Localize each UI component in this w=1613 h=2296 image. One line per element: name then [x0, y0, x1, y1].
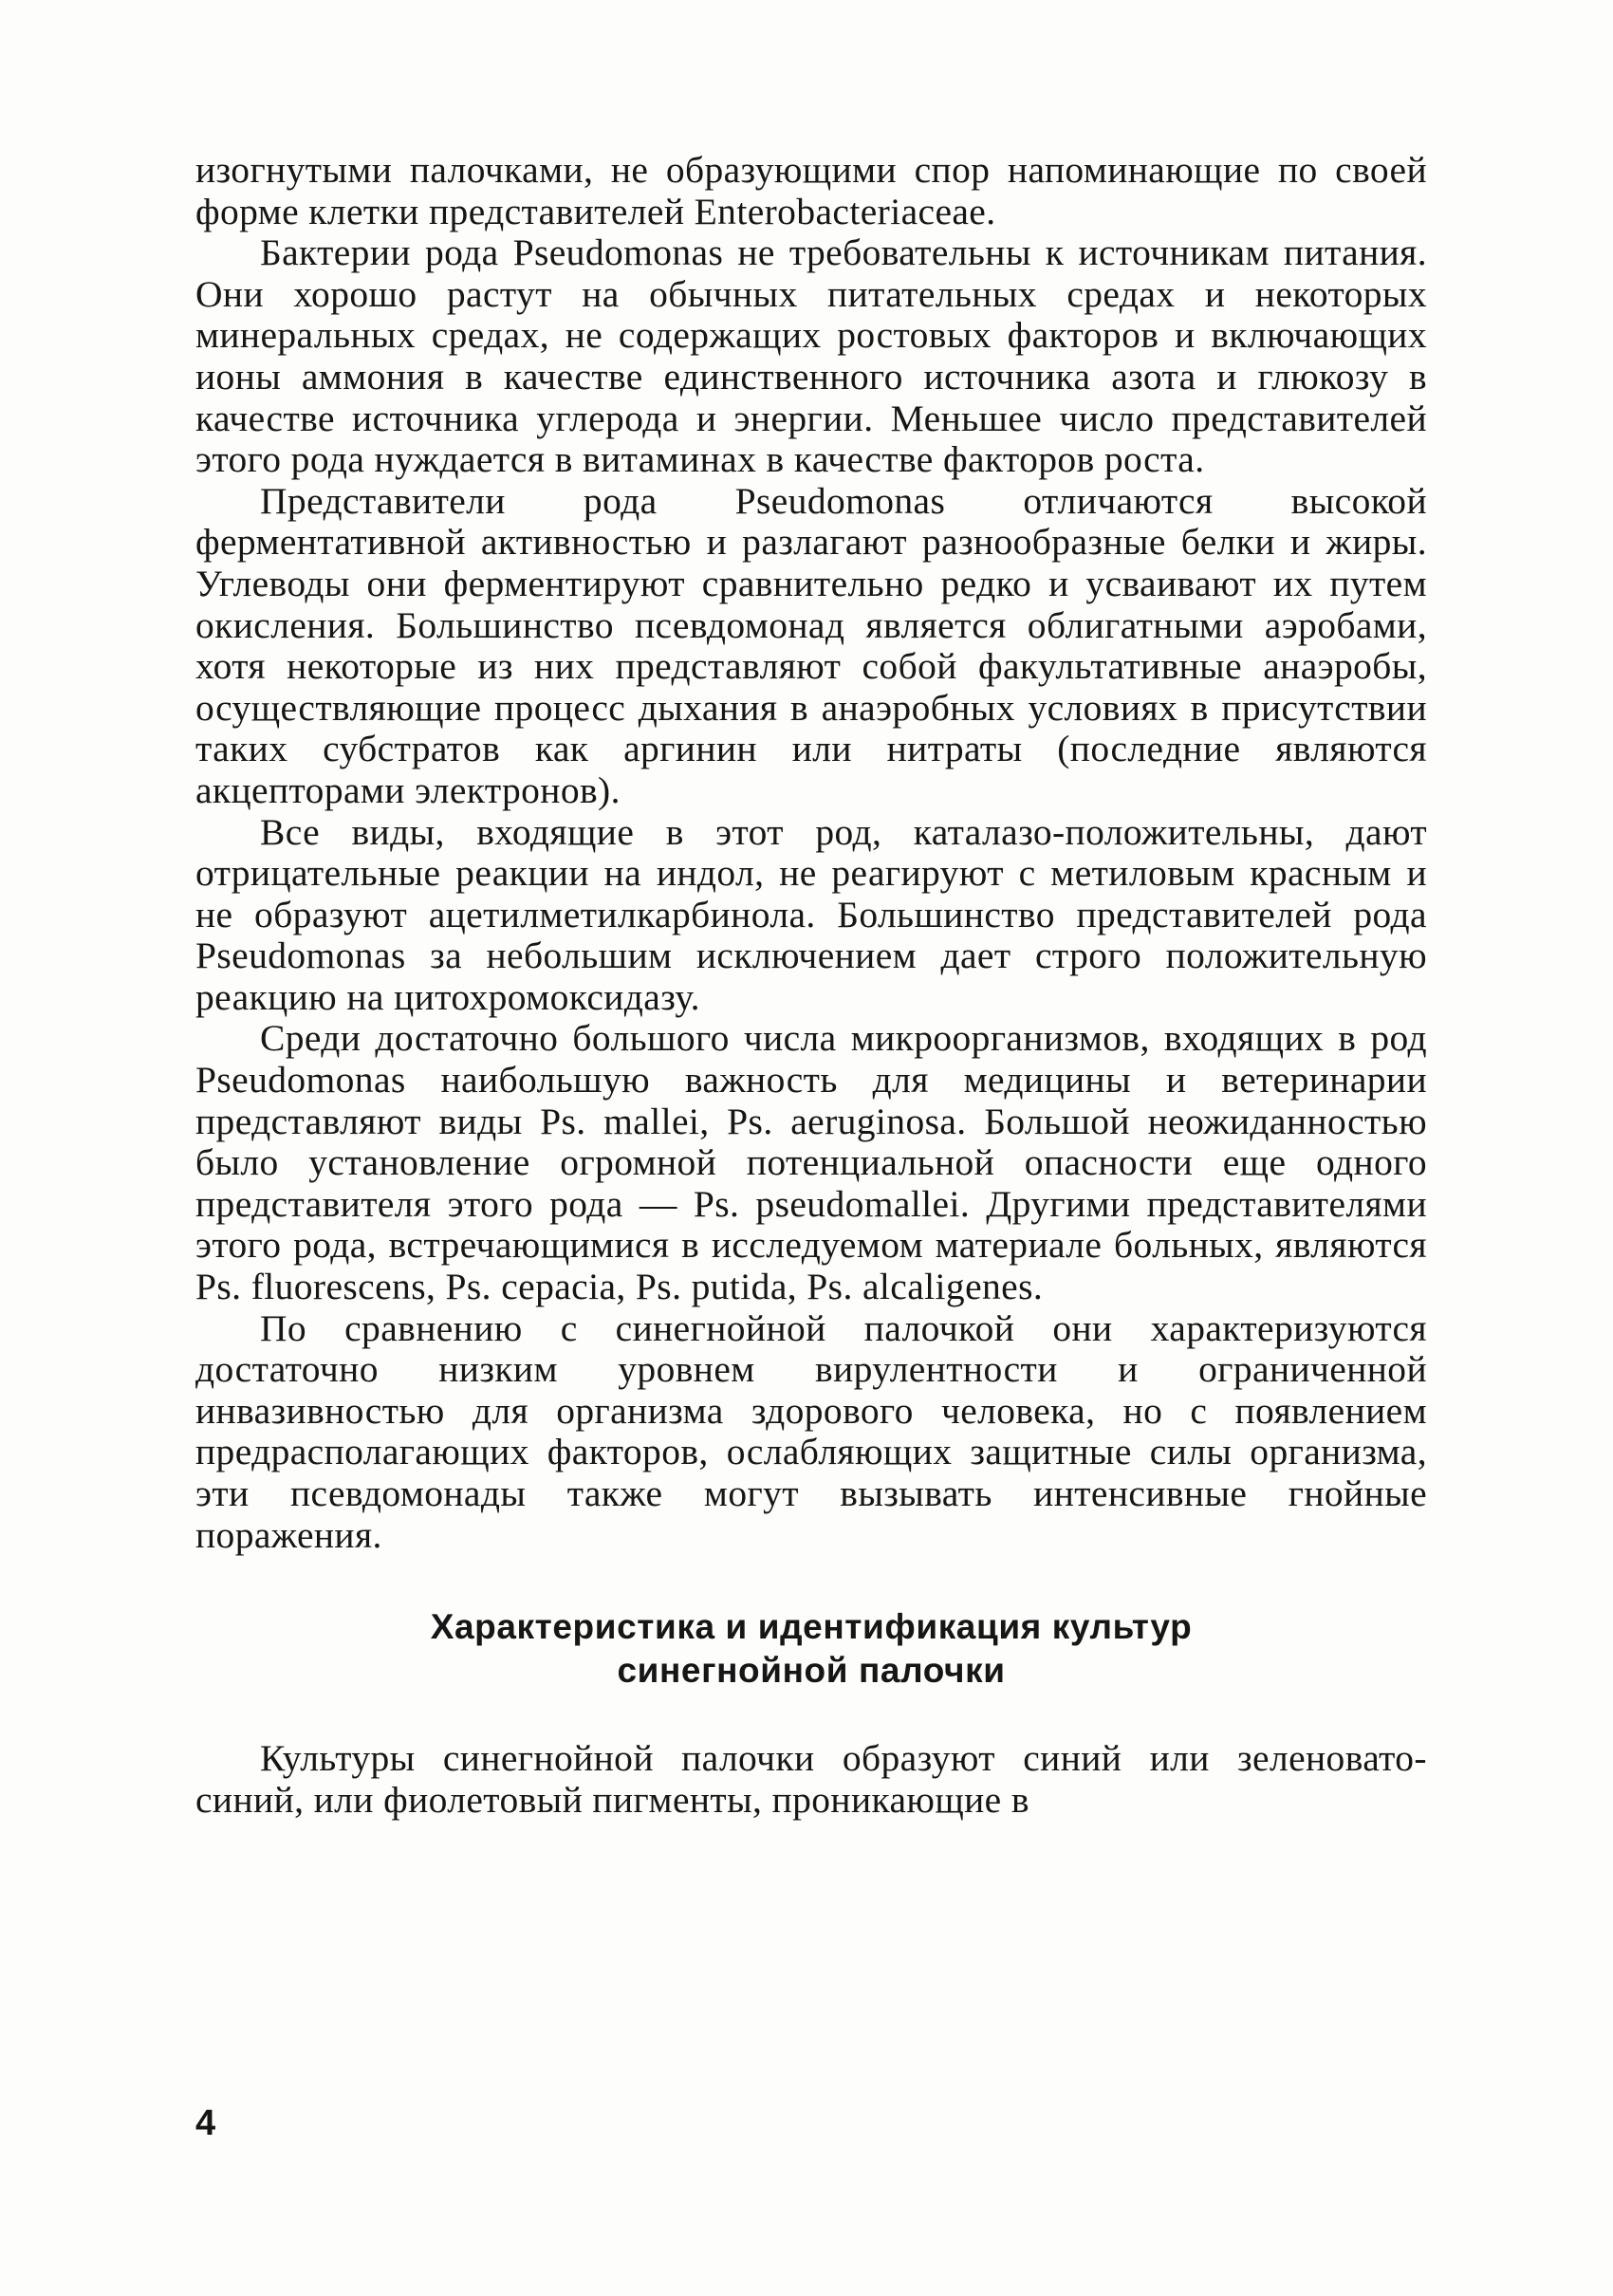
paragraph-species: Среди достаточно большого числа микроорганизмов, входящих в род Pseudomonas наибольшую важность для медицины и ветеринарии представляют виды Ps. mallei, Ps. aeruginosa. Большой неожиданностью было установление огромной потенциальной опасности еще одного представителя этого рода — Ps. pseudomallei. Другими представителями этого рода, встречающимися в исследуемом материале больных, являются Ps. fluorescens, Ps. cepacia, Ps. putida, Ps. alcaligenes.: [195, 1017, 1427, 1308]
paragraph-nutrition: Бактерии рода Pseudomonas не требовательны к источникам питания. Они хорошо растут на обычных питательных средах и некоторых минеральных средах, не содержащих ростовых факторов и включающих ионы аммония в качестве единственного источника азота и глюкозу в качестве источника углерода и энергии. Меньшее число представителей этого рода нуждается в витаминах в качестве факторов роста.: [195, 231, 1427, 481]
section-heading-line-1: Характеристика и идентификация культур: [430, 1607, 1193, 1647]
page-number: 4: [195, 2103, 216, 2143]
section-heading: [195, 1605, 1427, 1693]
section-heading-line-2: синегнойной палочки: [617, 1651, 1006, 1691]
paragraph-continuation: изогнутыми палочками, не образующими спор напоминающие по своей форме клетки представителей Enterobacteriaceae.: [195, 149, 1427, 232]
body-text: [195, 150, 1427, 1821]
paragraph-cultures: Культуры синегнойной палочки образуют синий или зеленовато-синий, или фиолетовый пигменты, проникающие в: [195, 1737, 1427, 1821]
paragraph-reactions: Все виды, входящие в этот род, каталазо-положительны, дают отрицательные реакции на индол, не реагируют с метиловым красным и не образуют ацетилметилкарбинола. Большинство представителей рода Pseudomonas за небольшим исключением дает строго положительную реакцию на цитохромоксидазу.: [195, 810, 1427, 1018]
paragraph-virulence: По сравнению с синегнойной палочкой они характеризуются достаточно низким уровнем вирулентности и ограниченной инвазивностью для организма здорового человека, но с появлением предрасполагающих факторов, ослабляющих защитные силы организма, эти псевдомонады также могут вызывать интенсивные гнойные поражения.: [195, 1306, 1427, 1556]
paragraph-enzymes: Представители рода Pseudomonas отличаются высокой ферментативной активностью и разлагают разнообразные белки и жиры. Углеводы они ферментируют сравнительно редко и усваивают их путем окисления. Большинство псевдомонад является облигатными аэробами, хотя некоторые из них представляют собой факультативные анаэробы, осуществляющие процесс дыхания в анаэробных условиях в присутствии таких субстратов как аргинин или нитраты (последние являются акцепторами электронов).: [195, 479, 1427, 811]
